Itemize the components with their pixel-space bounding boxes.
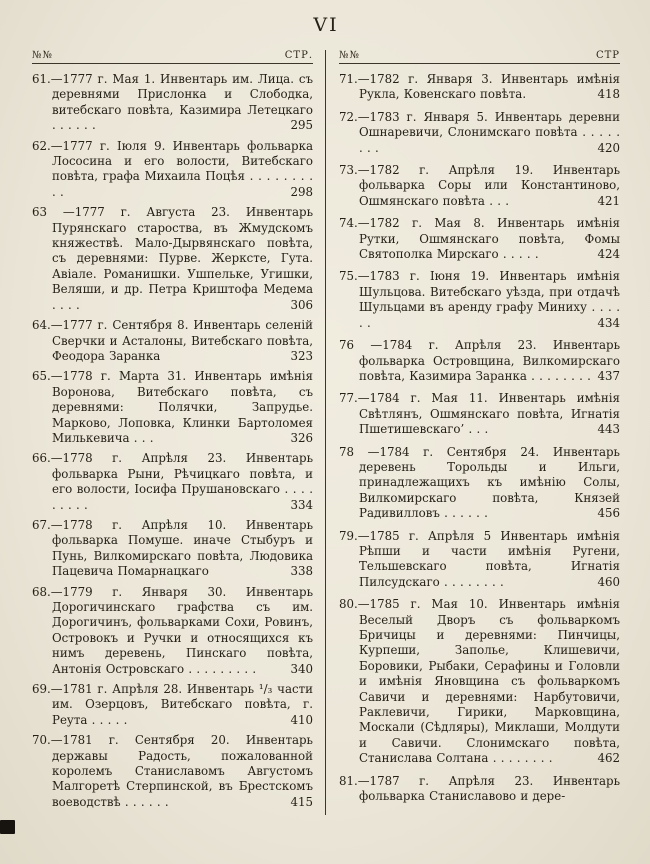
entry-page-number: 418: [597, 87, 620, 102]
toc-entry: [32, 451, 313, 513]
entry-page-number: 424: [597, 247, 620, 262]
toc-entry: [32, 682, 313, 728]
entry-text: 61.—1777 г. Мая 1. Инвентарь им. Лица. съ деревнями Прислонка и Слободка, витебскаго повѣта, Казимира Летецкаго . . . . . .: [32, 72, 313, 133]
toc-entry: [339, 529, 620, 591]
toc-entry: [339, 774, 620, 805]
entry-text: 78 —1784 г. Сентября 24. Инвентарь деревень Торольды и Ильги, принадлежащихъ къ имѣнію Солы, Вилкомирскаго повѣта, Князей Радивилловъ . . . . . .: [339, 444, 620, 521]
entry-text: 80.—1785 г. Мая 10. Инвентарь имѣнія Веселый Дворъ съ фольваркомъ Бричицы и деревнями: Пинчицы, Курпеши, Заполье, Клишевичи, Боровики, Рыбаки, Серафины и Головли и имѣнія Яновщина съ фольваркомъ Савичи и деревнями: Нарбутовичи, Раклевичи, Гирики, Марковщина, Москали (Сѣдляры), Миклаши, Молдути и Савичи. Слонимскаго повѣта, Станислава Солтана . . . . . . . .: [339, 597, 620, 766]
column-header-page: СТР.: [284, 50, 313, 61]
left-column: [32, 50, 326, 815]
entry-page-number: 306: [290, 297, 313, 312]
toc-entry: [339, 338, 620, 384]
toc-entry: [339, 110, 620, 156]
toc-entry: [339, 72, 620, 103]
entry-page-number: 456: [597, 506, 620, 521]
entry-text: 67.—1778 г. Апрѣля 10. Инвентарь фольварка Помуше. иначе Стыбуръ и Пунь, Вилкомирскаго повѣта, Людовика Пацевича Помарнацкаго: [32, 517, 313, 579]
entry-page-number: 326: [290, 430, 313, 445]
right-column: [326, 50, 620, 815]
toc-entry: [32, 318, 313, 364]
entry-page-number: 437: [597, 368, 620, 383]
entry-page-number: 334: [290, 497, 313, 512]
entry-page-number: 295: [290, 118, 313, 133]
entry-page-number: 298: [290, 184, 313, 199]
entry-text: 73.—1782 г. Апрѣля 19. Инвентарь фольварка Соры или Константиново, Ошмянскаго повѣта . . .: [339, 163, 620, 208]
entry-text: 69.—1781 г. Апрѣля 28. Инвентарь ¹/₃ части им. Озерцовъ, Витебскаго повѣта, г. Реута . . . . .: [32, 682, 313, 727]
column-header-num: №№: [32, 50, 53, 61]
column-header-page: СТР: [595, 50, 620, 61]
right-column-header: [339, 50, 620, 64]
entry-page-number: 340: [290, 661, 313, 676]
entry-text: 79.—1785 г. Апрѣля 5 Инвентарь имѣнія Рѣпши и части имѣнія Ругени, Тельшевскаго повѣта, Игнатія Пилсудскаго . . . . . . . .: [339, 528, 620, 589]
entry-page-number: 421: [597, 193, 620, 208]
entry-text: 70.—1781 г. Сентября 20. Инвентарь державы Радость, пожалованной королемъ Станиславомъ Августомъ Малгоретѣ Стерпинской, въ Брестскомъ воеводствѣ . . . . . .: [32, 733, 313, 809]
entry-text: 68.—1779 г. Января 30. Инвентарь Дорогичинскаго графства съ им. Дорогичинъ, фольварками Сохи, Ровинъ, Островокъ и Ручки и относящихся къ нимъ деревень, Пинскаго повѣта, Антонія Островскаго . . . . . . . . .: [32, 584, 313, 676]
entry-text: 62.—1777 г. Іюля 9. Инвентарь фольварка Лососина и его волости, Витебскаго повѣта, графа Михаила Поцѣя . . . . . . . . . .: [32, 138, 313, 199]
entry-text: 76 —1784 г. Апрѣля 23. Инвентарь фольварка Островщина, Вилкомирскаго повѣта, Казимира Заранка . . . . . . . .: [339, 338, 620, 383]
page-number-roman: VI: [313, 14, 339, 36]
entry-text: 77.—1784 г. Мая 11. Инвентарь имѣнія Свѣтлянъ, Ошмянскаго повѣта, Игнатія Пшетишевскаго’ . . .: [339, 391, 620, 437]
toc-entry: [339, 269, 620, 331]
toc-entry: [339, 216, 620, 262]
entry-page-number: 415: [290, 794, 313, 809]
toc-entry: [339, 597, 620, 766]
toc-entry: [32, 205, 313, 313]
two-column-index: [32, 50, 620, 815]
entry-text: 74.—1782 г. Мая 8. Инвентарь имѣнія Рутки, Ошмянскаго повѣта, Фомы Святополка Мирскаго . . . . .: [339, 216, 620, 262]
entry-page-number: 338: [290, 564, 313, 579]
entry-page-number: 443: [597, 422, 620, 437]
entry-page-number: 410: [290, 712, 313, 727]
toc-entry: [339, 163, 620, 209]
toc-entry: [32, 139, 313, 201]
toc-entry: [32, 733, 313, 810]
entry-text: 64.—1777 г. Сентября 8. Инвентарь селеній Сверчки и Асталоны, Витебскаго повѣта, Феодора Заранка: [32, 318, 313, 363]
entry-text: 66.—1778 г. Апрѣля 23. Инвентарь фольварка Рыни, Рѣчицкаго повѣта, и его волости, Іосифа Прушановскаго . . . . . . . . .: [32, 451, 313, 512]
entry-text: 81.—1787 г. Апрѣля 23. Инвентарь фольварка Станиславово и дере-: [339, 773, 620, 804]
entry-text: 71.—1782 г. Января 3. Инвентарь имѣнія Рукла, Ковенскаго повѣта.: [339, 72, 620, 102]
toc-entry: [339, 391, 620, 437]
entry-page-number: 434: [597, 315, 620, 330]
entry-page-number: 460: [597, 574, 620, 589]
toc-entry: [339, 445, 620, 522]
toc-entry: [32, 369, 313, 446]
left-column-header: [32, 50, 313, 64]
entry-text: 63 —1777 г. Августа 23. Инвентарь Пурянскаго староства, въ Жмудскомъ княжествѣ. Мало-Дырвянскаго повѣта, съ деревнями: Пурве. Жерксте, Гута. Авіале. Романишки. Ушпельке, Угишки, Веляши, и др. Петра Криштофа Медема . . . .: [32, 205, 313, 312]
entry-text: 75.—1783 г. Іюня 19. Инвентарь имѣнія Шульцова. Витебскаго уѣзда, при отдачѣ Шульцами въ аренду графу Миниху . . . . . .: [339, 269, 620, 330]
column-header-num: №№: [339, 50, 360, 61]
entry-text: 65.—1778 г. Марта 31. Инвентарь имѣнія Воронова, Витебскаго повѣта, съ деревнями: Полячки, Запрудье. Марково, Лоповка, Клинки Бартоломея Милькевича . . .: [32, 369, 313, 445]
toc-entry: [32, 518, 313, 580]
entry-page-number: 323: [290, 348, 313, 363]
entry-text: 72.—1783 г. Января 5. Инвентарь деревни Ошнаревичи, Слонимскаго повѣта . . . . . . . .: [339, 109, 620, 155]
toc-entry: [32, 585, 313, 677]
toc-entry: [32, 72, 313, 134]
ink-blot-artifact: [0, 820, 15, 834]
entry-page-number: 420: [597, 140, 620, 155]
entry-page-number: 462: [597, 751, 620, 766]
